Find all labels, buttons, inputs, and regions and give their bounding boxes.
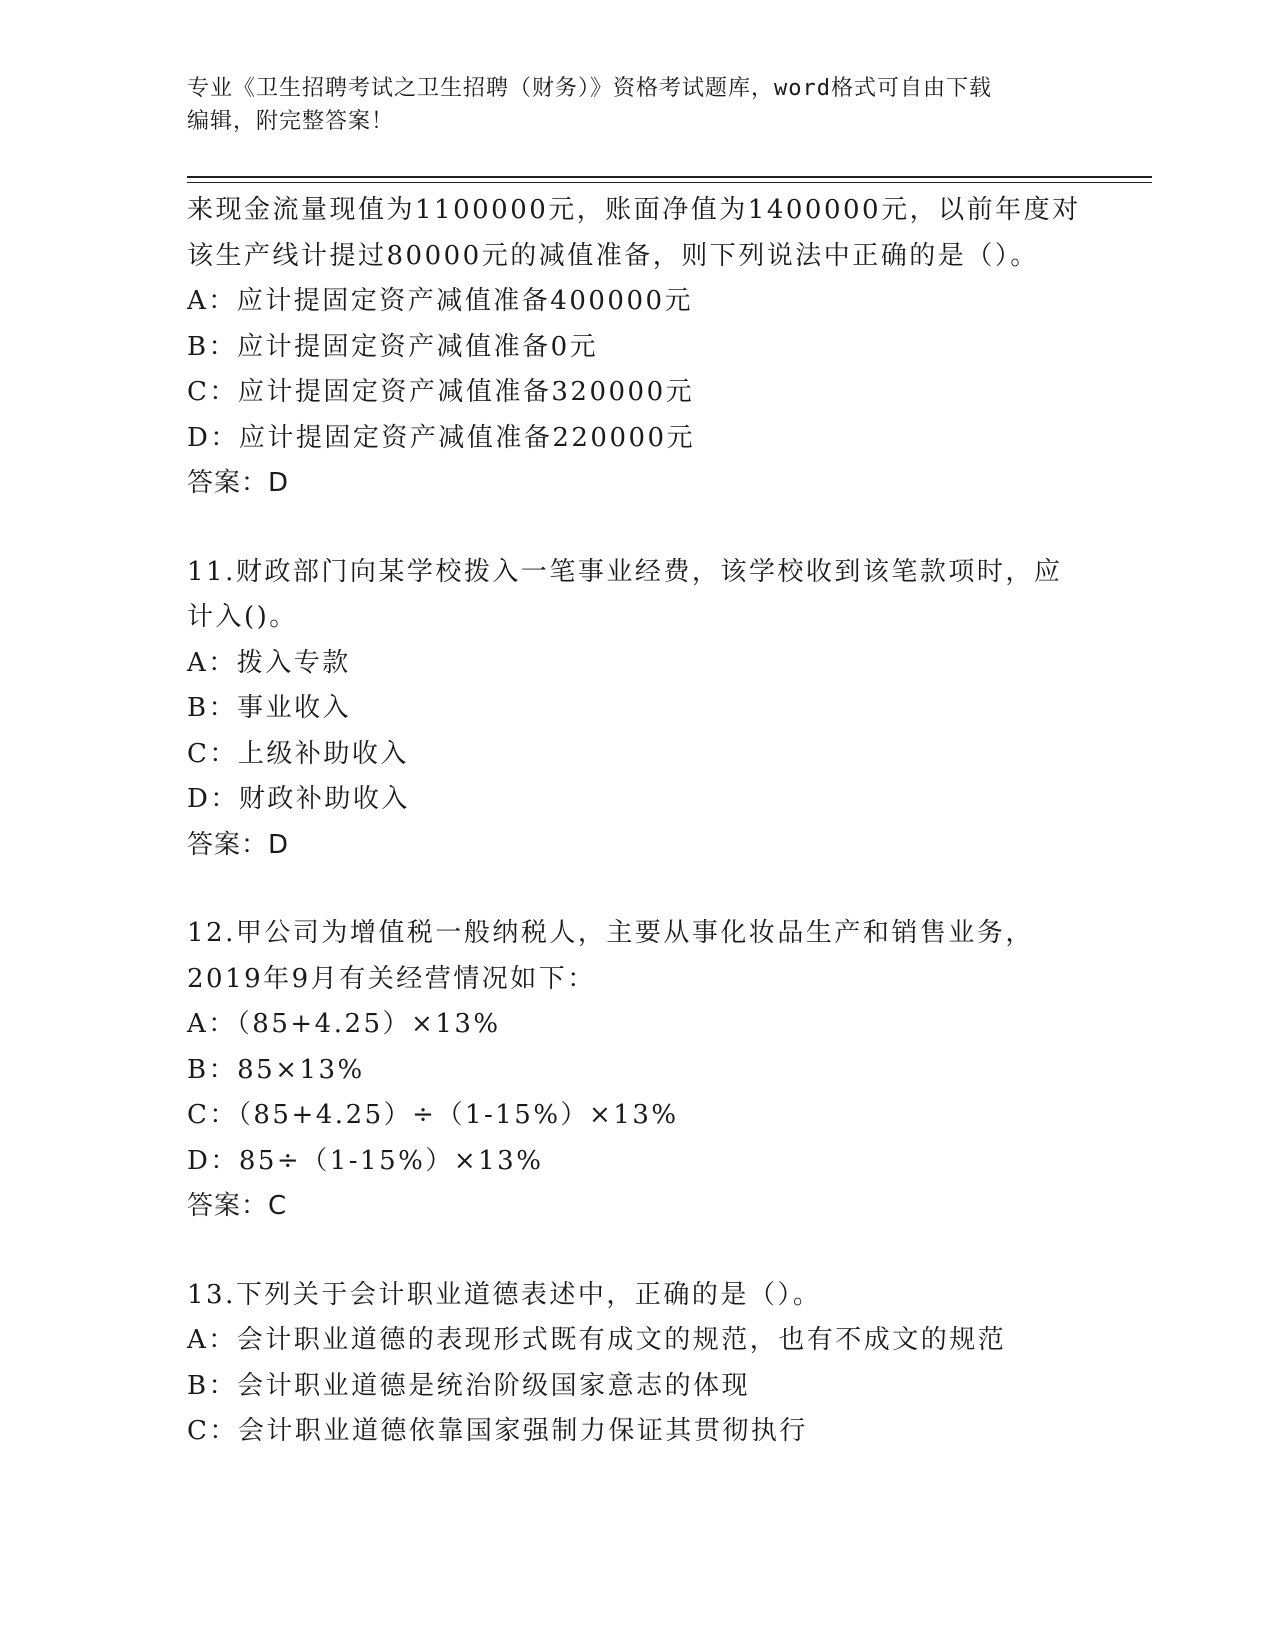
question-content [187, 188, 1087, 1455]
question-stem: 该生产线计提过80000元的减值准备，则下列说法中正确的是（）。 [187, 240, 1039, 271]
question-stem: 计入()。 [187, 602, 298, 632]
question-10 [187, 188, 1087, 507]
option-a: A：（85+4.25）×13% [187, 1009, 501, 1039]
question-stem: 12.甲公司为增值税一般纳税人，主要从事化妆品生产和销售业务， [187, 918, 1034, 948]
option-b: B：会计职业道德是统治阶级国家意志的体现 [187, 1370, 751, 1401]
answer: 答案：D [187, 829, 290, 860]
option-c: C：应计提固定资产减值准备320000元 [187, 377, 695, 407]
option-a: A：拨入专款 [187, 647, 351, 678]
document-header [187, 72, 1087, 138]
option-d: D：应计提固定资产减值准备220000元 [187, 422, 696, 453]
option-b: B：应计提固定资产减值准备0元 [187, 331, 599, 362]
option-b: B：85×13% [187, 1054, 365, 1085]
option-a: A：会计职业道德的表现形式既有成文的规范，也有不成文的规范 [187, 1325, 1007, 1355]
header-divider-thin [187, 182, 1152, 183]
spacer [187, 507, 1087, 550]
header-line-2: 编辑，附完整答案！ [187, 109, 395, 134]
answer: 答案：D [187, 468, 290, 498]
option-c: C：上级补助收入 [187, 738, 409, 769]
question-stem: 2019年9月有关经营情况如下： [187, 963, 596, 994]
question-stem: 来现金流量现值为1100000元，账面净值为1400000元，以前年度对 [187, 195, 1081, 225]
header-divider-thick [187, 176, 1152, 178]
spacer [187, 1230, 1087, 1273]
option-b: B：事业收入 [187, 693, 352, 723]
header-line-1: 专业《卫生招聘考试之卫生招聘（财务）》资格考试题库，word格式可自由下载 [187, 76, 992, 101]
question-12 [187, 911, 1087, 1230]
option-a: A：应计提固定资产减值准备400000元 [187, 286, 694, 316]
question-stem: 13.下列关于会计职业道德表述中，正确的是（）。 [187, 1279, 822, 1310]
option-c: C：（85+4.25）÷（1-15%）×13% [187, 1100, 679, 1130]
spacer [187, 868, 1087, 911]
option-c: C：会计职业道德依靠国家强制力保证其贯彻执行 [187, 1416, 808, 1446]
question-11 [187, 550, 1087, 869]
question-stem: 11.财政部门向某学校拨入一笔事业经费，该学校收到该笔款项时，应 [187, 556, 1063, 587]
answer: 答案：C [187, 1191, 288, 1221]
option-d: D：财政补助收入 [187, 784, 410, 814]
option-d: D：85÷（1-15%）×13% [187, 1145, 544, 1176]
question-13 [187, 1273, 1087, 1455]
